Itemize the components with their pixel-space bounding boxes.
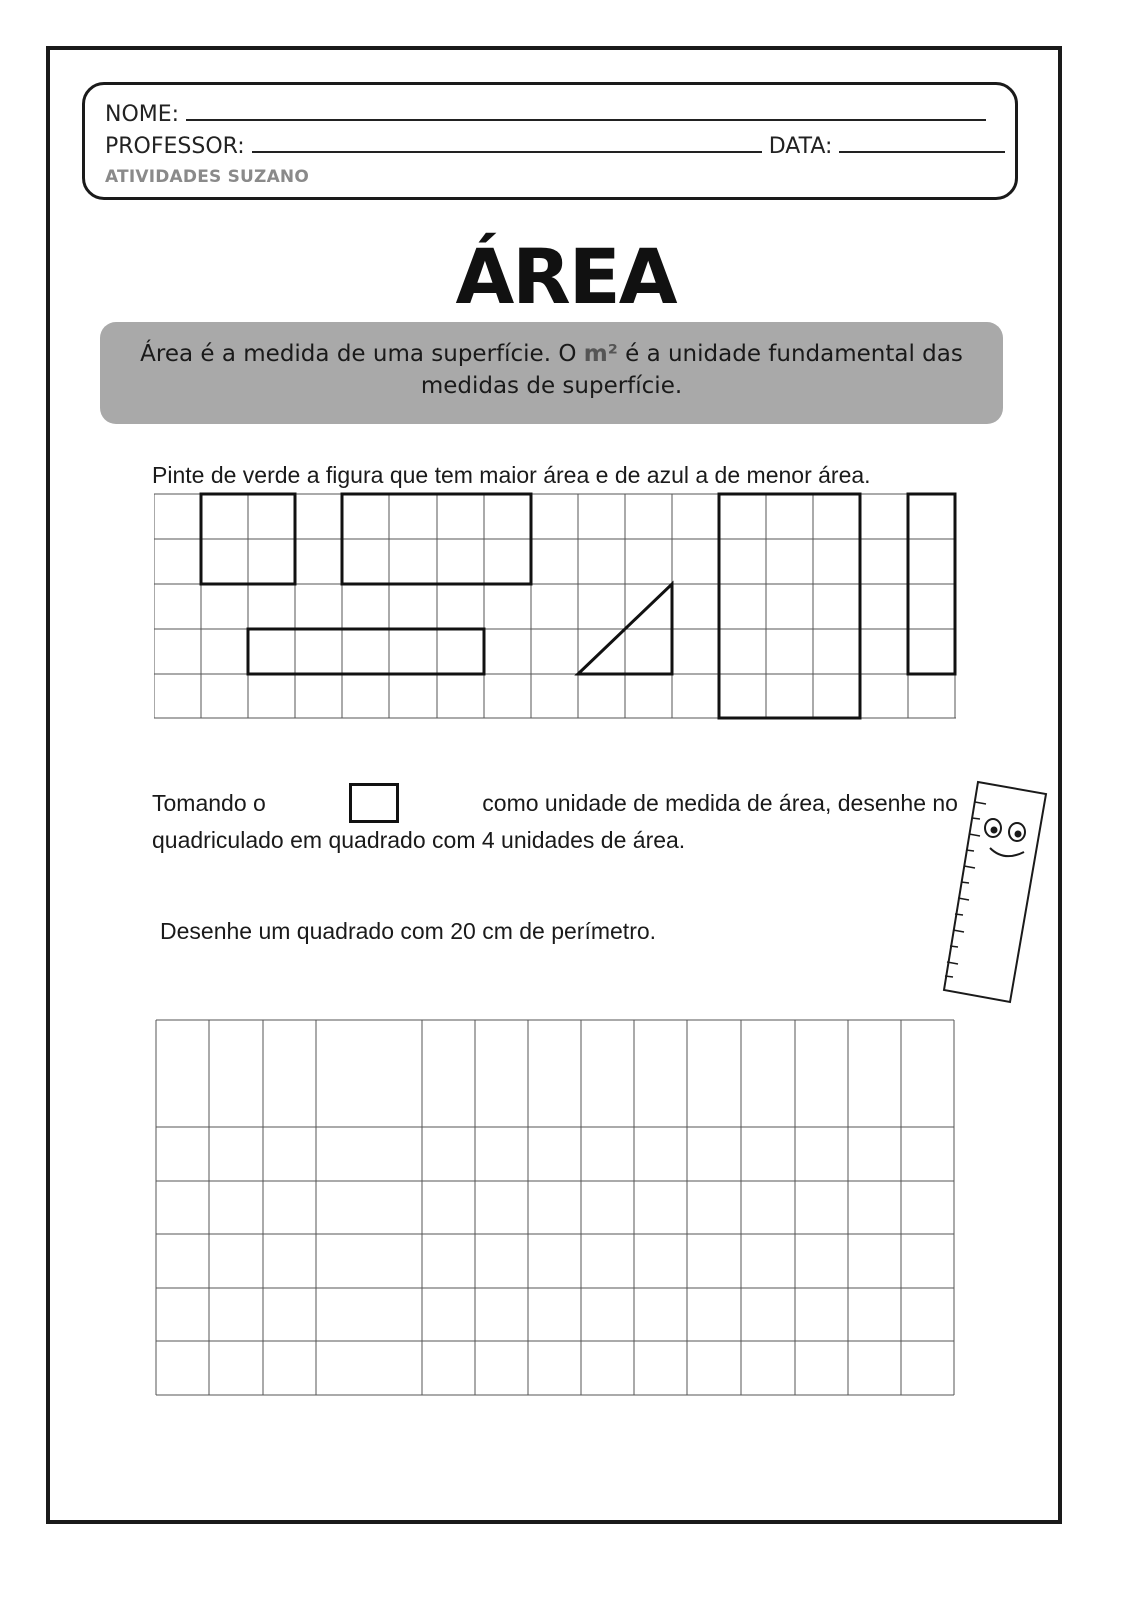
teacher-label: PROFESSOR: bbox=[105, 134, 245, 159]
definition-part2: é a unidade fundamental das medidas de superfície. bbox=[420, 341, 963, 399]
credit-text: ATIVIDADES SUZANO bbox=[105, 167, 310, 187]
question-2-before: Tomando o bbox=[152, 790, 266, 816]
name-row bbox=[105, 101, 986, 127]
question-1: Pinte de verde a figura que tem maior área e de azul a de menor área. bbox=[152, 462, 871, 488]
page-title bbox=[0, 232, 1131, 321]
date-line[interactable] bbox=[839, 133, 1005, 153]
definition-unit: m² bbox=[583, 341, 618, 367]
tall-rectangle-shape[interactable] bbox=[719, 494, 860, 718]
question-2 bbox=[152, 783, 958, 857]
question-3: Desenhe um quadrado com 20 cm de perímetro. bbox=[160, 918, 657, 944]
unit-square-icon bbox=[349, 783, 399, 823]
date-label: DATA: bbox=[768, 134, 833, 159]
question-2-line-1 bbox=[152, 783, 958, 823]
student-header bbox=[82, 82, 1018, 200]
name-label: NOME: bbox=[105, 102, 180, 127]
definition-part1: Área é a medida de uma superfície. O bbox=[140, 341, 584, 367]
teacher-row bbox=[105, 133, 1005, 159]
shapes-grid bbox=[154, 492, 958, 720]
long-rectangle-shape[interactable] bbox=[248, 629, 484, 674]
definition-box bbox=[100, 322, 1003, 424]
teacher-line[interactable] bbox=[252, 133, 762, 153]
name-line[interactable] bbox=[186, 101, 986, 121]
question-2-after: como unidade de medida de área, desenhe no bbox=[482, 790, 958, 816]
question-2-line-2: quadriculado em quadrado com 4 unidades de área. bbox=[152, 827, 686, 853]
ruler-character-icon bbox=[938, 776, 1053, 1008]
drawing-grid[interactable] bbox=[155, 1019, 956, 1397]
title-text: ÁREA bbox=[455, 232, 676, 321]
